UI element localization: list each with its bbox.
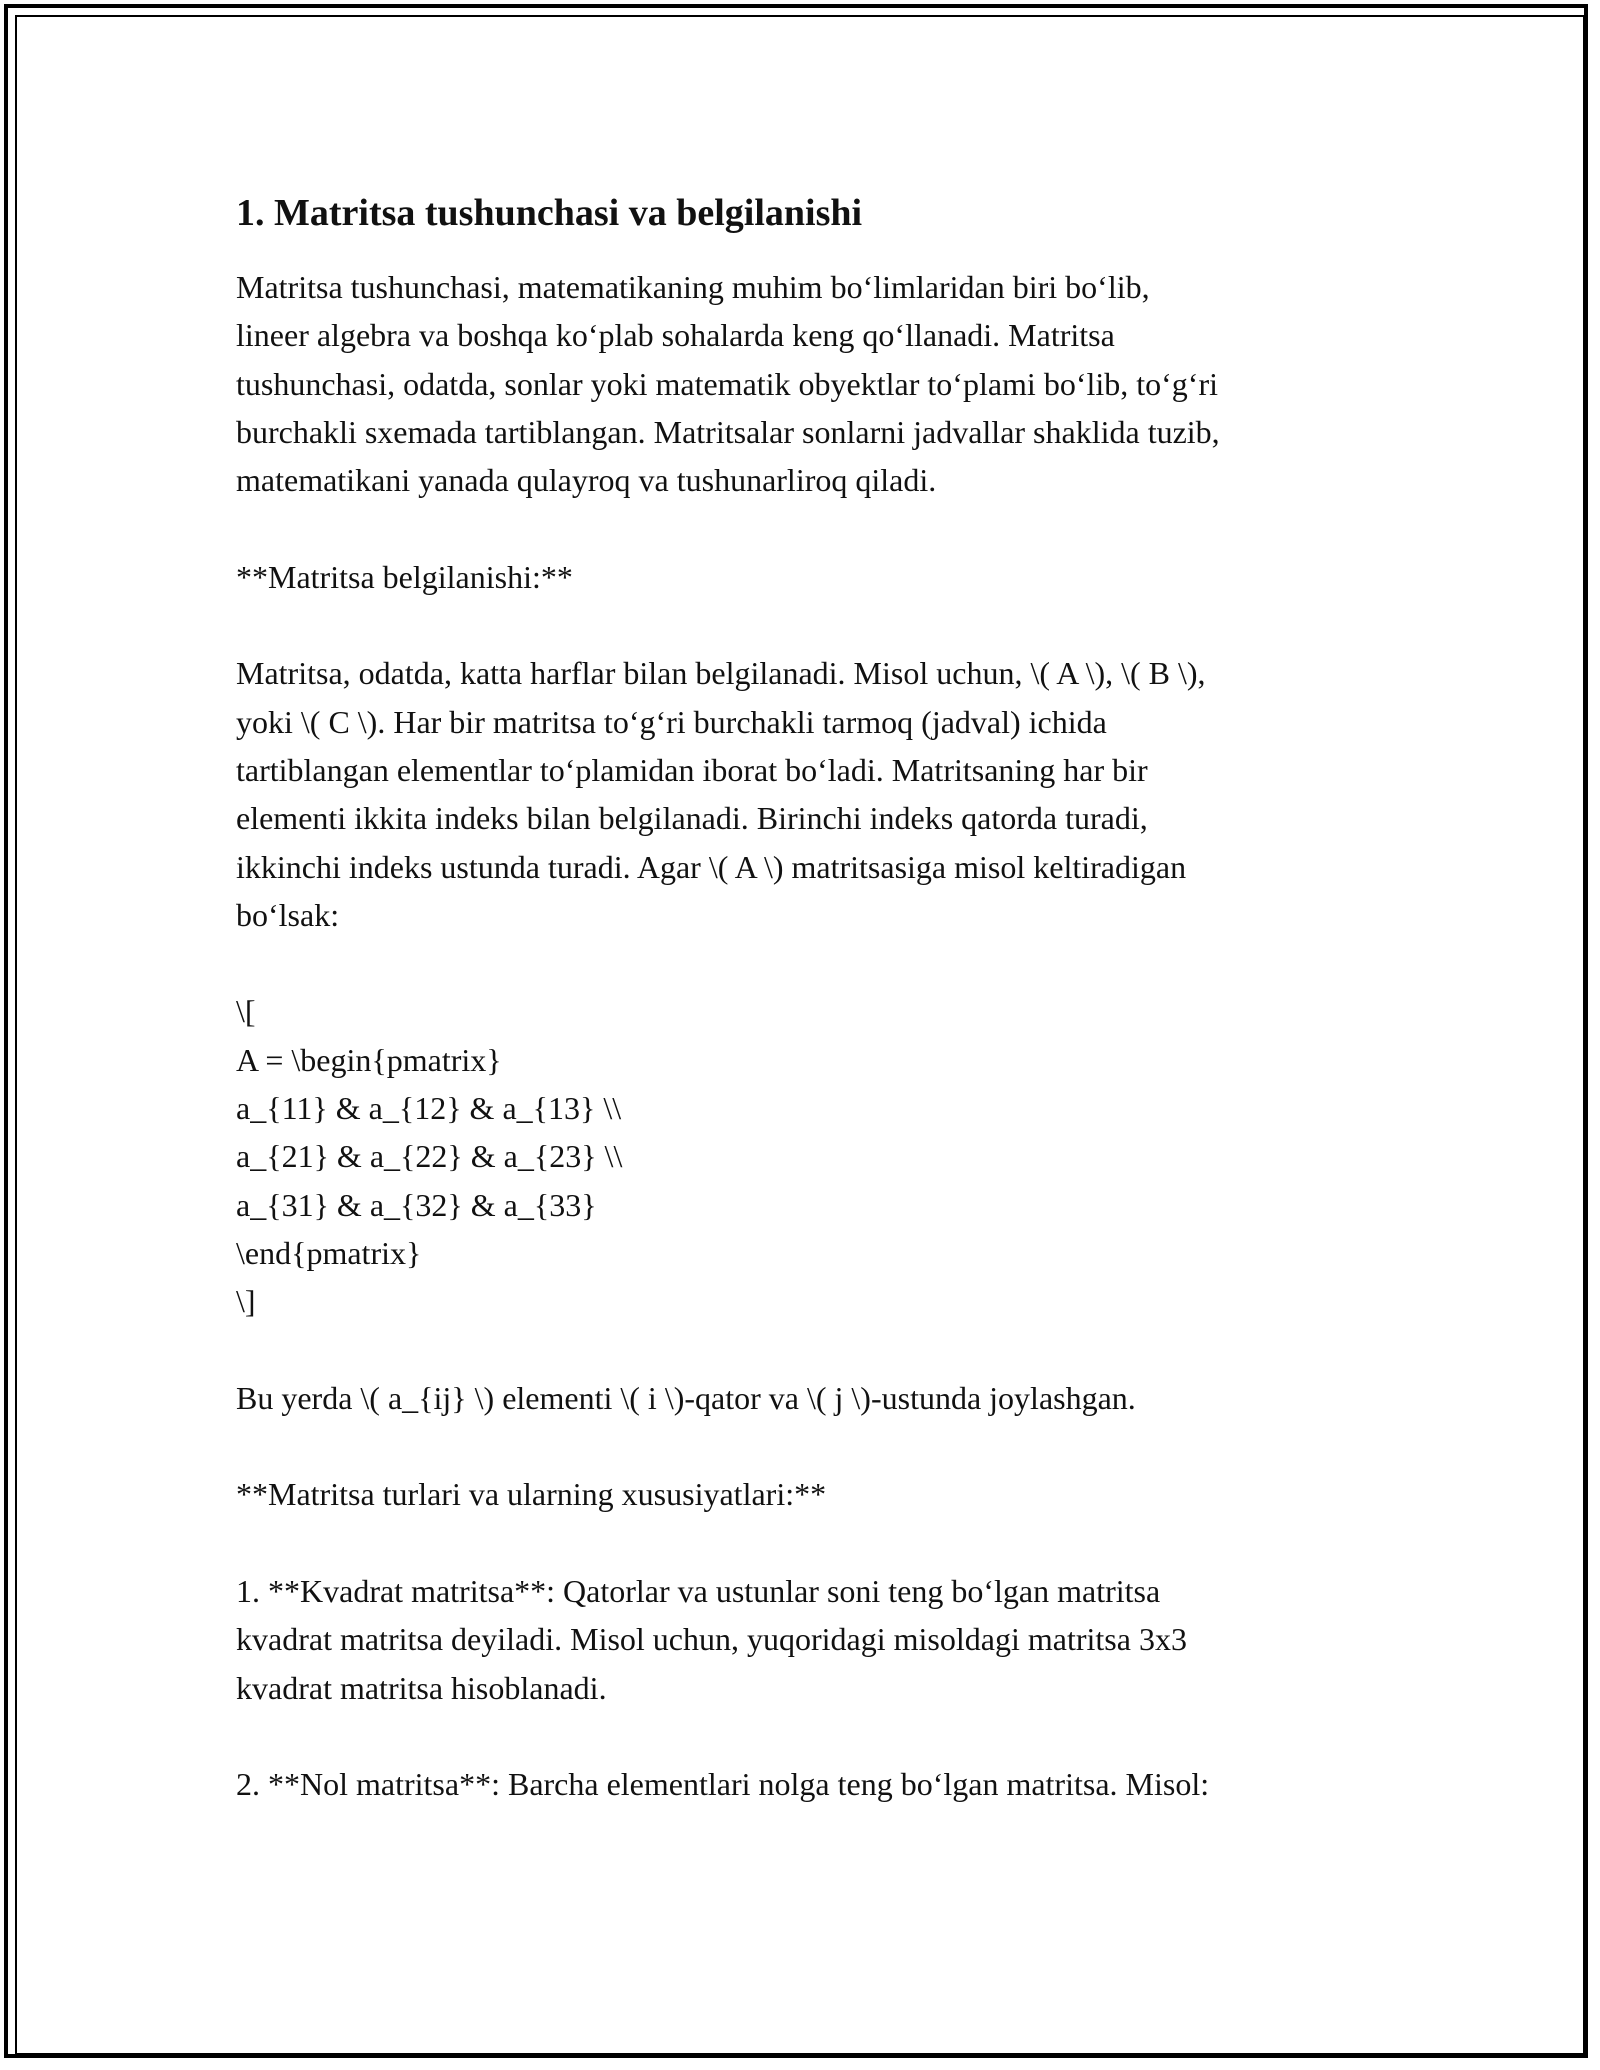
paragraph-gap: [236, 939, 1386, 987]
paragraph-gap: [236, 1712, 1386, 1760]
list-item-zero-matrix: 2. **Nol matritsa**: Barcha elementlari nolga teng bo‘lgan matritsa. Misol:: [236, 1766, 1210, 1803]
paragraph-gap: [236, 1326, 1386, 1374]
paragraph-gap: [236, 1519, 1386, 1567]
element-index-paragraph: Bu yerda \( a_{ij} \) elementi \( i \)-qator va \( j \)-ustunda joylashgan.: [236, 1379, 1136, 1416]
paragraph-gap: [236, 601, 1386, 649]
notation-paragraph: Matritsa, odatda, katta harflar bilan belgilanadi. Misol uchun, \( A \), \( B \), yoki \( C \). Har bir matritsa to‘g‘ri burchakli tarmoq (jadval) ichida tartiblangan elementlar to‘plamidan iborat bo‘ladi. Matritsaning har bir elementi ikkita indeks bilan belgilanadi. Birinchi indeks qatorda turadi, ikkinchi indeks ustunda turadi. Agar \( A \) matritsasiga misol keltiradigan bo‘lsak:: [236, 655, 1206, 933]
section-heading: 1. Matritsa tushunchasi va belgilanishi: [236, 192, 863, 234]
intro-paragraph: Matritsa tushunchasi, matematikaning muhim bo‘limlaridan biri bo‘lib, lineer algebra va boshqa ko‘plab sohalarda keng qo‘llanadi. Matritsa tushunchasi, odatda, sonlar yoki matematik obyektlar to‘plami bo‘lib, to‘g‘ri burchakli sxemada tartiblangan. Matritsalar sonlarni jadvallar shaklida tuzib, matematikani yanada qulayroq va tushunarliroq qiladi.: [236, 269, 1220, 499]
matrix-formula: \[ A = \begin{pmatrix} a_{11} & a_{12} & a_{13} \\ a_{21} & a_{22} & a_{23} \\ a_{31} & a_{32} & a_{33} \end{pmatrix} \]: [236, 993, 623, 1320]
paragraph-gap: [236, 1422, 1386, 1470]
types-subheading: **Matritsa turlari va ularning xususiyatlari:**: [236, 1476, 827, 1513]
list-item-square-matrix: 1. **Kvadrat matritsa**: Qatorlar va ustunlar soni teng bo‘lgan matritsa kvadrat matritsa deyiladi. Misol uchun, yuqoridagi misoldagi matritsa 3x3 kvadrat matritsa hisoblanadi.: [236, 1573, 1187, 1706]
paragraph-gap: [236, 504, 1386, 552]
document-body: [236, 185, 1386, 1809]
notation-subheading: **Matritsa belgilanishi:**: [236, 558, 573, 595]
